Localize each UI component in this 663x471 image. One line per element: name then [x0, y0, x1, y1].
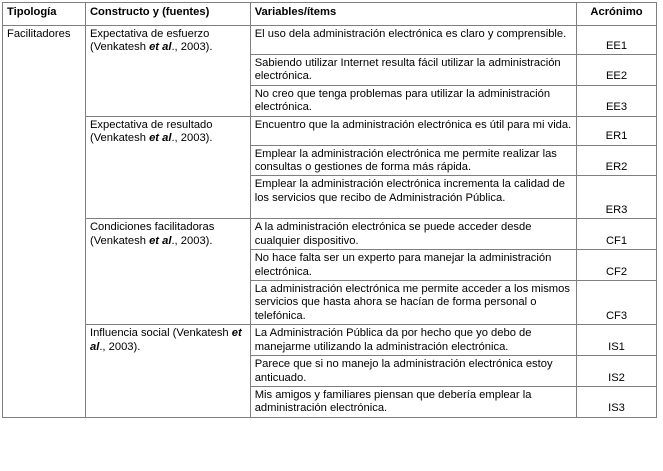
item-acronym: EE2 [577, 55, 657, 86]
constructs-table [2, 2, 657, 418]
item-acronym: EE3 [577, 85, 657, 116]
constructo-source-pre: (Venkatesh [89, 132, 150, 145]
constructo-source-etal: et al [149, 132, 172, 145]
item-text: No creo que tenga problemas para utilizar la administración electrónica. [250, 85, 576, 116]
header-row [3, 3, 657, 26]
item-text: Emplear la administración electrónica me permite realizar las consultas o gestiones de forma más rápida. [250, 145, 576, 176]
constructo-name: Expectativa de esfuerzo [89, 28, 210, 40]
item-text: Parece que si no manejo la administración electrónica estoy anticuado. [250, 356, 576, 387]
header-variables: Variables/ítems [250, 3, 576, 26]
header-acronimo: Acrónimo [577, 3, 657, 26]
item-text: Sabiendo utilizar Internet resulta fácil utilizar la administración electrónica. [250, 55, 576, 86]
constructo-source-post: ., 2003). [171, 132, 213, 145]
item-acronym: ER2 [577, 145, 657, 176]
constructo-source-post: ., 2003). [171, 41, 213, 54]
header-constructo: Constructo y (fuentes) [85, 3, 250, 26]
table-row [3, 116, 657, 145]
constructo-source-etal: et al [149, 41, 172, 54]
item-acronym: CF2 [577, 250, 657, 281]
constructo-cell [85, 26, 250, 117]
item-text: El uso dela administración electrónica es claro y comprensible. [250, 26, 576, 55]
item-acronym: IS1 [577, 325, 657, 356]
constructo-name: Condiciones facilitadoras [89, 221, 215, 234]
constructo-cell [85, 219, 250, 325]
header-tipologia: Tipología [3, 3, 86, 26]
tipologia-cell: Facilitadores [3, 26, 86, 418]
constructo-source-post: ., 2003). [171, 234, 213, 247]
table-row [3, 325, 657, 356]
constructo-name: Expectativa de resultado [89, 118, 213, 131]
constructo-source-etal: et al [89, 327, 242, 353]
constructo-source-pre: (Venkatesh [89, 234, 150, 247]
table-row [3, 219, 657, 250]
item-acronym: EE1 [577, 26, 657, 55]
constructo-name: Influencia social (Venkatesh [89, 327, 232, 340]
item-acronym: IS2 [577, 356, 657, 387]
item-text: Encuentro que la administración electrónica es útil para mi vida. [250, 116, 576, 145]
item-acronym: CF1 [577, 219, 657, 250]
constructo-source-post: ., 2003). [99, 340, 141, 353]
item-text: No hace falta ser un experto para manejar la administración electrónica. [250, 250, 576, 281]
item-acronym: ER1 [577, 116, 657, 145]
constructo-source-pre: (Venkatesh [89, 41, 150, 54]
constructo-cell [85, 116, 250, 219]
constructo-source-etal: et al [149, 234, 172, 247]
item-text: Emplear la administración electrónica incrementa la calidad de los servicios que recibo de Administración Pública. [250, 176, 576, 219]
item-acronym: CF3 [577, 281, 657, 325]
constructo-cell [85, 325, 250, 417]
item-acronym: IS3 [577, 386, 657, 417]
item-text: La Administración Pública da por hecho que yo debo de manejarme utilizando la administración electrónica. [250, 325, 576, 356]
item-acronym: ER3 [577, 176, 657, 219]
item-text: Mis amigos y familiares piensan que debería emplear la administración electrónica. [250, 386, 576, 417]
table-row [3, 26, 657, 55]
item-text: A la administración electrónica se puede acceder desde cualquier dispositivo. [250, 219, 576, 250]
item-text: La administración electrónica me permite acceder a los mismos servicios que hasta ahora se hacían de forma personal o telefónica. [250, 281, 576, 325]
